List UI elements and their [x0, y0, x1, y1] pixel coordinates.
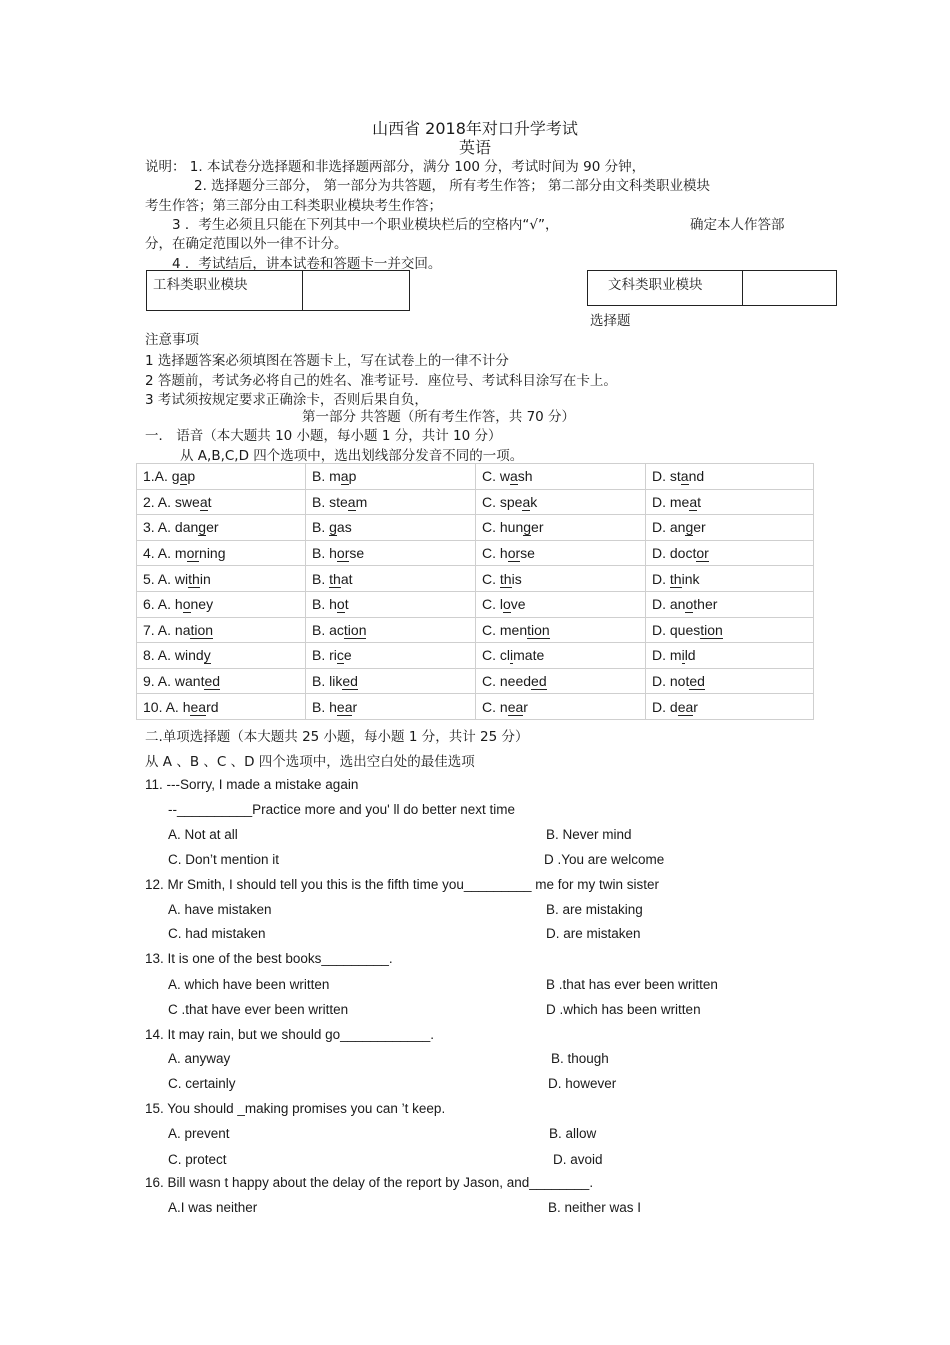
- option-text-rest: er: [531, 519, 544, 536]
- pronunciation-option: [646, 668, 814, 694]
- option-text: 8. A. wind: [143, 647, 204, 664]
- underlined-part: g: [523, 519, 532, 536]
- option-text-rest: t: [207, 493, 212, 510]
- option-text: 7. A. na: [143, 621, 191, 638]
- underlined-part: ed: [531, 673, 547, 690]
- pronunciation-row: [137, 591, 814, 617]
- option-text: B. h: [312, 545, 337, 562]
- question-stem-reply: --__________Practice more and you' ll do better next time: [168, 802, 516, 817]
- pronunciation-option: [476, 668, 646, 694]
- note-2: 2 答题前，考试务必将自己的姓名、准考证号．座位号、考试科目涂写在卡上。: [145, 373, 617, 389]
- liberal-module-box: [587, 270, 837, 306]
- option-text-rest: r: [352, 698, 358, 715]
- pronunciation-option: [476, 540, 646, 566]
- underlined-part: ea: [507, 698, 524, 715]
- option-text: D. me: [652, 493, 690, 510]
- option-a: A. prevent: [168, 1126, 230, 1141]
- instruction-line-5: 分，在确定范围以外一律不计分。: [145, 236, 348, 252]
- option-text: B. ste: [312, 493, 348, 510]
- option-text-rest: ney: [190, 596, 214, 613]
- option-text: D.: [652, 570, 670, 587]
- option-text: 1.A. g: [143, 468, 180, 485]
- underlined-part: a: [179, 468, 188, 485]
- option-text-rest: k: [530, 493, 538, 510]
- pronunciation-option: [137, 668, 306, 694]
- underlined-part: y: [203, 647, 211, 664]
- option-text-rest: sh: [517, 468, 533, 485]
- pronunciation-option: [646, 515, 814, 541]
- question-stem: 11. ---Sorry, I made a mistake again: [145, 777, 359, 792]
- option-text-rest: er: [206, 519, 219, 536]
- option-text-rest: at: [340, 570, 353, 587]
- section2-instruction: 从 A 、B 、C 、D 四个选项中，选出空白处的最佳选项: [145, 754, 475, 770]
- pronunciation-option: [306, 668, 476, 694]
- option-text-rest: ve: [510, 596, 526, 613]
- instruction-line-2: 2. 选择题分三部分， 第一部分为共答题， 所有考生作答； 第二部分由文科类职业模块: [194, 178, 711, 194]
- option-text: C. l: [482, 596, 503, 613]
- pronunciation-option: [137, 617, 306, 643]
- underlined-part: a: [680, 468, 689, 485]
- pronunciation-option: [646, 566, 814, 592]
- underlined-part: ea: [677, 698, 694, 715]
- underlined-part: g: [329, 519, 337, 536]
- option-text-rest: t: [697, 493, 702, 510]
- pronunciation-option: [137, 566, 306, 592]
- pronunciation-option: [476, 591, 646, 617]
- pronunciation-option: [137, 591, 306, 617]
- pronunciation-option: [646, 464, 814, 490]
- option-text-rest: e: [343, 647, 352, 664]
- pronunciation-option: [646, 540, 814, 566]
- instruction-line-3: 考生作答；第三部分由工科类职业模块考生作答；: [145, 198, 442, 214]
- option-text: D. an: [652, 596, 686, 613]
- pronunciation-option: [137, 515, 306, 541]
- option-text: D. an: [652, 519, 686, 536]
- option-text-rest: m: [355, 493, 368, 510]
- note-1: 1 选择题答案必须填图在答题卡上，写在试卷上的一律不计分: [145, 353, 509, 369]
- pronunciation-row: [137, 643, 814, 669]
- pronunciation-option: [306, 566, 476, 592]
- note-3: 3 考试须按规定要求正确涂卡，否则后果自负，: [145, 392, 428, 408]
- option-text-rest: mate: [513, 647, 545, 664]
- pronunciation-option: [646, 489, 814, 515]
- underlined-part: o: [685, 596, 694, 613]
- engineering-module-label: 工科类职业模块: [153, 277, 248, 293]
- underlined-part: a: [340, 468, 349, 485]
- option-c: C. had mistaken: [168, 926, 266, 941]
- pronunciation-option: [476, 464, 646, 490]
- subject-title: 英语: [458, 138, 491, 157]
- option-text: C. hun: [482, 519, 524, 536]
- option-text-rest: ink: [681, 570, 700, 587]
- option-text: 2. A. swe: [143, 493, 200, 510]
- underlined-part: a: [199, 493, 208, 510]
- pronunciation-option: [476, 643, 646, 669]
- option-text: C. spe: [482, 493, 523, 510]
- pronunciation-option: [476, 515, 646, 541]
- pronunciation-option: [137, 540, 306, 566]
- underlined-part: o: [503, 596, 511, 613]
- underlined-part: th: [188, 570, 200, 587]
- underlined-part: ed: [689, 673, 705, 690]
- option-text: 4. A. m: [143, 545, 187, 562]
- option-text: C.: [482, 570, 500, 587]
- option-text-rest: nd: [688, 468, 705, 485]
- instruction-line-1: 说明： 1. 本试卷分选择题和非选择题两部分，满分 100 分，考试时间为 90 分钟，: [145, 159, 646, 175]
- option-text: C. need: [482, 673, 532, 690]
- option-text: C. w: [482, 468, 510, 485]
- pronunciation-row: [137, 617, 814, 643]
- liberal-module-label: 文科类职业模块: [608, 277, 703, 293]
- option-text: D. st: [652, 468, 681, 485]
- pronunciation-option: [137, 489, 306, 515]
- option-b: B. though: [551, 1051, 609, 1066]
- pronunciation-row: [137, 694, 814, 720]
- option-text: D. ques: [652, 621, 701, 638]
- pronunciation-option: [306, 540, 476, 566]
- pronunciation-option: [137, 643, 306, 669]
- option-d: D. are mistaken: [546, 926, 641, 941]
- option-text-rest: p: [187, 468, 196, 485]
- option-text: 3. A. dan: [143, 519, 199, 536]
- pronunciation-option: [476, 566, 646, 592]
- option-text: D. not: [652, 673, 690, 690]
- option-text-rest: is: [511, 570, 522, 587]
- option-c: C. certainly: [168, 1076, 236, 1091]
- option-d: D .which has been written: [546, 1002, 701, 1017]
- pronunciation-option: [646, 617, 814, 643]
- instruction-line-4-end: 确定本人作答部: [690, 217, 785, 233]
- pronunciation-row: [137, 515, 814, 541]
- pronunciation-row: [137, 540, 814, 566]
- question-stem: 14. It may rain, but we should go____________.: [145, 1027, 434, 1042]
- pronunciation-option: [476, 489, 646, 515]
- pronunciation-option: [306, 617, 476, 643]
- pronunciation-row: [137, 464, 814, 490]
- pronunciation-option: [306, 489, 476, 515]
- notes-heading: 注意事项: [145, 332, 199, 348]
- option-d: D .You are welcome: [544, 852, 665, 867]
- option-b: B. Never mind: [546, 827, 632, 842]
- underlined-part: g: [198, 519, 207, 536]
- underlined-part: ed: [342, 673, 358, 690]
- section1-instruction: 从 A,B,C,D 四个选项中，选出划线部分发音不同的一项。: [180, 448, 524, 464]
- option-text: B. ri: [312, 647, 337, 664]
- pronunciation-option: [646, 694, 814, 720]
- pronunciation-option: [137, 464, 306, 490]
- underlined-part: tion: [190, 621, 214, 638]
- option-text: D. d: [652, 698, 678, 715]
- option-text: B. h: [312, 698, 337, 715]
- question-stem: 12. Mr Smith, I should tell you this is the fifth time you_________ me for my twin sister: [145, 877, 659, 892]
- pronunciation-option: [476, 694, 646, 720]
- option-text: B. m: [312, 468, 341, 485]
- pronunciation-option: [646, 591, 814, 617]
- underlined-part: or: [186, 545, 200, 562]
- option-text: B.: [312, 570, 330, 587]
- option-c: C .that have ever been written: [168, 1002, 349, 1017]
- exam-title: 山西省 2018年对口升学考试: [372, 119, 578, 138]
- option-text: B. lik: [312, 673, 343, 690]
- underlined-part: tion: [527, 621, 550, 638]
- option-text: C. h: [482, 545, 508, 562]
- option-text: C. n: [482, 698, 508, 715]
- option-text-rest: rd: [206, 698, 219, 715]
- underlined-part: ea: [190, 698, 207, 715]
- option-text-rest: p: [348, 468, 357, 485]
- option-text: 5. A. wi: [143, 570, 189, 587]
- option-a: A. anyway: [168, 1051, 231, 1066]
- underlined-part: or: [507, 545, 521, 562]
- option-text-rest: t: [344, 596, 349, 613]
- underlined-part: tion: [700, 621, 723, 638]
- pronunciation-row: [137, 489, 814, 515]
- option-text: 10. A. h: [143, 698, 191, 715]
- underlined-part: th: [329, 570, 341, 587]
- question-stem: 13. It is one of the best books_________.: [145, 951, 393, 966]
- pronunciation-option: [306, 694, 476, 720]
- instruction-line-6: 4 ．考试结后，讲本试卷和答题卡一并交回。: [172, 256, 442, 272]
- underlined-part: o: [336, 596, 345, 613]
- section1-title: 一． 语音（本大题共 10 小题，每小题 1 分，共计 10 分）: [145, 428, 502, 444]
- option-text: 6. A. h: [143, 596, 183, 613]
- option-text: D. m: [652, 647, 682, 664]
- pronunciation-option: [476, 617, 646, 643]
- option-text: B.: [312, 519, 330, 536]
- option-text: B. h: [312, 596, 337, 613]
- option-text-rest: in: [199, 570, 211, 587]
- option-a: A. have mistaken: [168, 902, 272, 917]
- underlined-part: th: [499, 570, 512, 587]
- underlined-part: a: [347, 493, 356, 510]
- pronunciation-option: [306, 464, 476, 490]
- underlined-part: or: [336, 545, 350, 562]
- pronunciation-option: [306, 515, 476, 541]
- option-text-rest: ld: [684, 647, 696, 664]
- option-text: 9. A. want: [143, 673, 205, 690]
- option-text-rest: er: [693, 519, 706, 536]
- option-c: C. protect: [168, 1152, 227, 1167]
- underlined-part: ea: [336, 698, 353, 715]
- option-a: A. Not at all: [168, 827, 238, 842]
- engineering-module-box: [146, 270, 410, 311]
- option-d: D. avoid: [553, 1152, 603, 1167]
- option-b: B. are mistaking: [546, 902, 643, 917]
- option-a: A. which have been written: [168, 977, 330, 992]
- option-text-rest: as: [336, 519, 352, 536]
- option-b: B .that has ever been written: [546, 977, 718, 992]
- option-text-rest: ning: [199, 545, 226, 562]
- choice-label: 选择题: [590, 313, 631, 329]
- option-text: C. cl: [482, 647, 510, 664]
- underlined-part: a: [522, 493, 531, 510]
- underlined-part: tion: [343, 621, 367, 638]
- option-d: D. however: [548, 1076, 617, 1091]
- option-text: D. doct: [652, 545, 697, 562]
- option-text: C. men: [482, 621, 528, 638]
- underlined-part: a: [689, 493, 698, 510]
- option-text-rest: r: [693, 698, 698, 715]
- underlined-part: o: [182, 596, 191, 613]
- underlined-part: th: [669, 570, 682, 587]
- underlined-part: i: [510, 647, 514, 664]
- option-b: B. allow: [549, 1126, 597, 1141]
- pronunciation-option: [137, 694, 306, 720]
- part1-title: 第一部分 共答题（所有考生作答，共 70 分）: [302, 409, 576, 425]
- pronunciation-option: [306, 591, 476, 617]
- section2-title: 二.单项选择题（本大题共 25 小题，每小题 1 分，共计 25 分）: [145, 729, 529, 745]
- underlined-part: g: [685, 519, 694, 536]
- pronunciation-row: [137, 566, 814, 592]
- pronunciation-row: [137, 668, 814, 694]
- option-text-rest: r: [523, 698, 528, 715]
- underlined-part: ed: [204, 673, 221, 690]
- underlined-part: a: [510, 468, 518, 485]
- pronunciation-table: [136, 463, 814, 720]
- question-stem: 15. You should _making promises you can ’t keep.: [145, 1101, 446, 1116]
- question-stem: 16. Bill wasn t happy about the delay of the report by Jason, and________.: [145, 1175, 594, 1190]
- option-text: B. ac: [312, 621, 344, 638]
- underlined-part: c: [336, 647, 344, 664]
- option-a: A.I was neither: [168, 1200, 258, 1215]
- underlined-part: or: [696, 545, 709, 562]
- option-b: B. neither was I: [548, 1200, 642, 1215]
- option-text-rest: ther: [693, 596, 718, 613]
- option-c: C. Don’t mention it: [168, 852, 280, 867]
- underlined-part: i: [681, 647, 685, 664]
- option-text-rest: se: [520, 545, 535, 562]
- pronunciation-option: [646, 643, 814, 669]
- option-text-rest: se: [349, 545, 365, 562]
- instruction-line-4: 3 ．考生必须且只能在下列其中一个职业模块栏后的空格内“√”，: [172, 217, 559, 233]
- pronunciation-option: [306, 643, 476, 669]
